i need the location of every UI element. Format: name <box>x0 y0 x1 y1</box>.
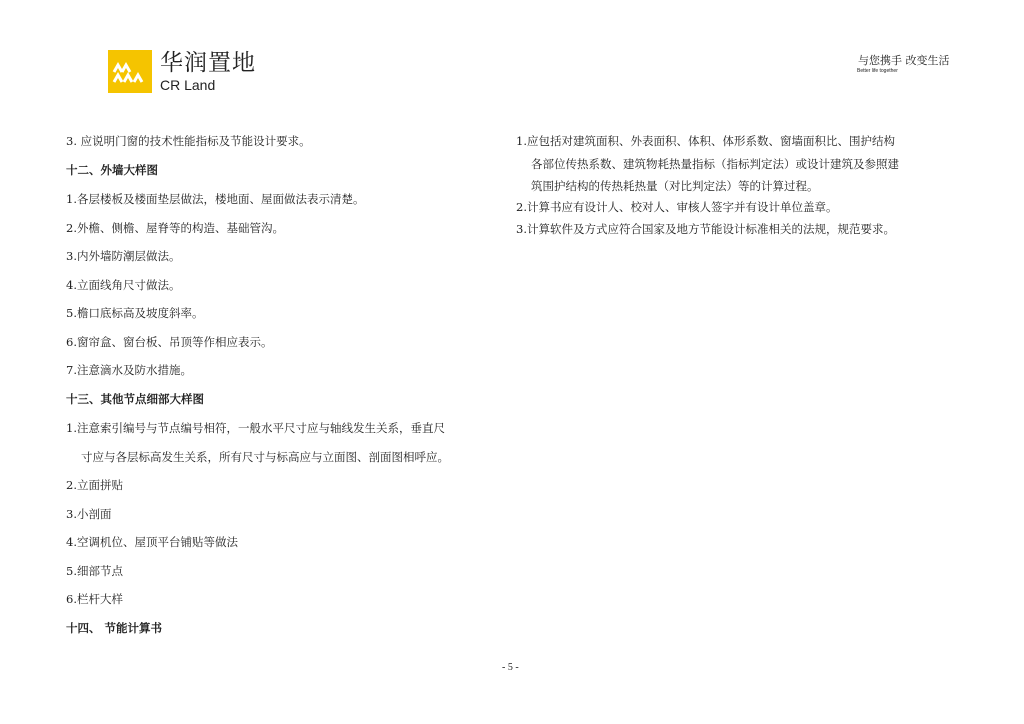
section-heading-14: 十四、 节能计算书 <box>66 621 163 635</box>
list-item: 1.各层楼板及楼面垫层做法，楼地面、屋面做法表示清楚。 <box>66 192 365 206</box>
list-item: 2.立面拼贴 <box>66 478 123 492</box>
header-slogan-sub: Better life together <box>857 68 898 74</box>
header-slogan: 与您携手 改变生活 <box>858 54 950 67</box>
logo-english-name: CR Land <box>160 77 216 93</box>
paragraph: 3. 应说明门窗的技术性能指标及节能设计要求。 <box>66 134 311 148</box>
list-item: 1.应包括对建筑面积、外表面积、体积、体形系数、窗墙面积比、围护结构 <box>516 134 895 148</box>
list-item: 5.细部节点 <box>66 564 123 578</box>
list-item-continuation: 筑围护结构的传热耗热量（对比判定法）等的计算过程。 <box>531 179 819 193</box>
list-item-continuation: 寸应与各层标高发生关系，所有尺寸与标高应与立面图、剖面图相呼应。 <box>81 450 449 464</box>
list-item: 3.内外墙防潮层做法。 <box>66 249 181 263</box>
list-item: 3.计算软件及方式应符合国家及地方节能设计标准相关的法规，规范要求。 <box>516 222 895 236</box>
list-item: 6.窗帘盒、窗台板、吊顶等作相应表示。 <box>66 335 273 349</box>
section-heading-13: 十三、其他节点细部大样图 <box>66 392 204 406</box>
list-item: 2.外檐、侧檐、屋脊等的构造、基础管沟。 <box>66 221 284 235</box>
cr-land-logo <box>108 50 256 110</box>
list-item: 2.计算书应有设计人、校对人、审核人签字并有设计单位盖章。 <box>516 200 838 214</box>
section-heading-12: 十二、外墙大样图 <box>66 163 158 177</box>
list-item: 5.檐口底标高及坡度斜率。 <box>66 306 204 320</box>
list-item: 4.空调机位、屋顶平台铺贴等做法 <box>66 535 238 549</box>
list-item: 3.小剖面 <box>66 507 112 521</box>
page-number: - 5 - <box>502 662 519 673</box>
logo-chinese-name: 华润置地 <box>160 50 256 76</box>
list-item: 1.注意索引编号与节点编号相符，一般水平尺寸应与轴线发生关系，垂直尺 <box>66 421 445 435</box>
list-item-continuation: 各部位传热系数、建筑物耗热量指标（指标判定法）或设计建筑及参照建 <box>531 157 899 171</box>
cr-land-logo-mark <box>108 50 152 93</box>
list-item: 6.栏杆大样 <box>66 592 123 606</box>
list-item: 4.立面线角尺寸做法。 <box>66 278 181 292</box>
list-item: 7.注意滴水及防水措施。 <box>66 363 192 377</box>
